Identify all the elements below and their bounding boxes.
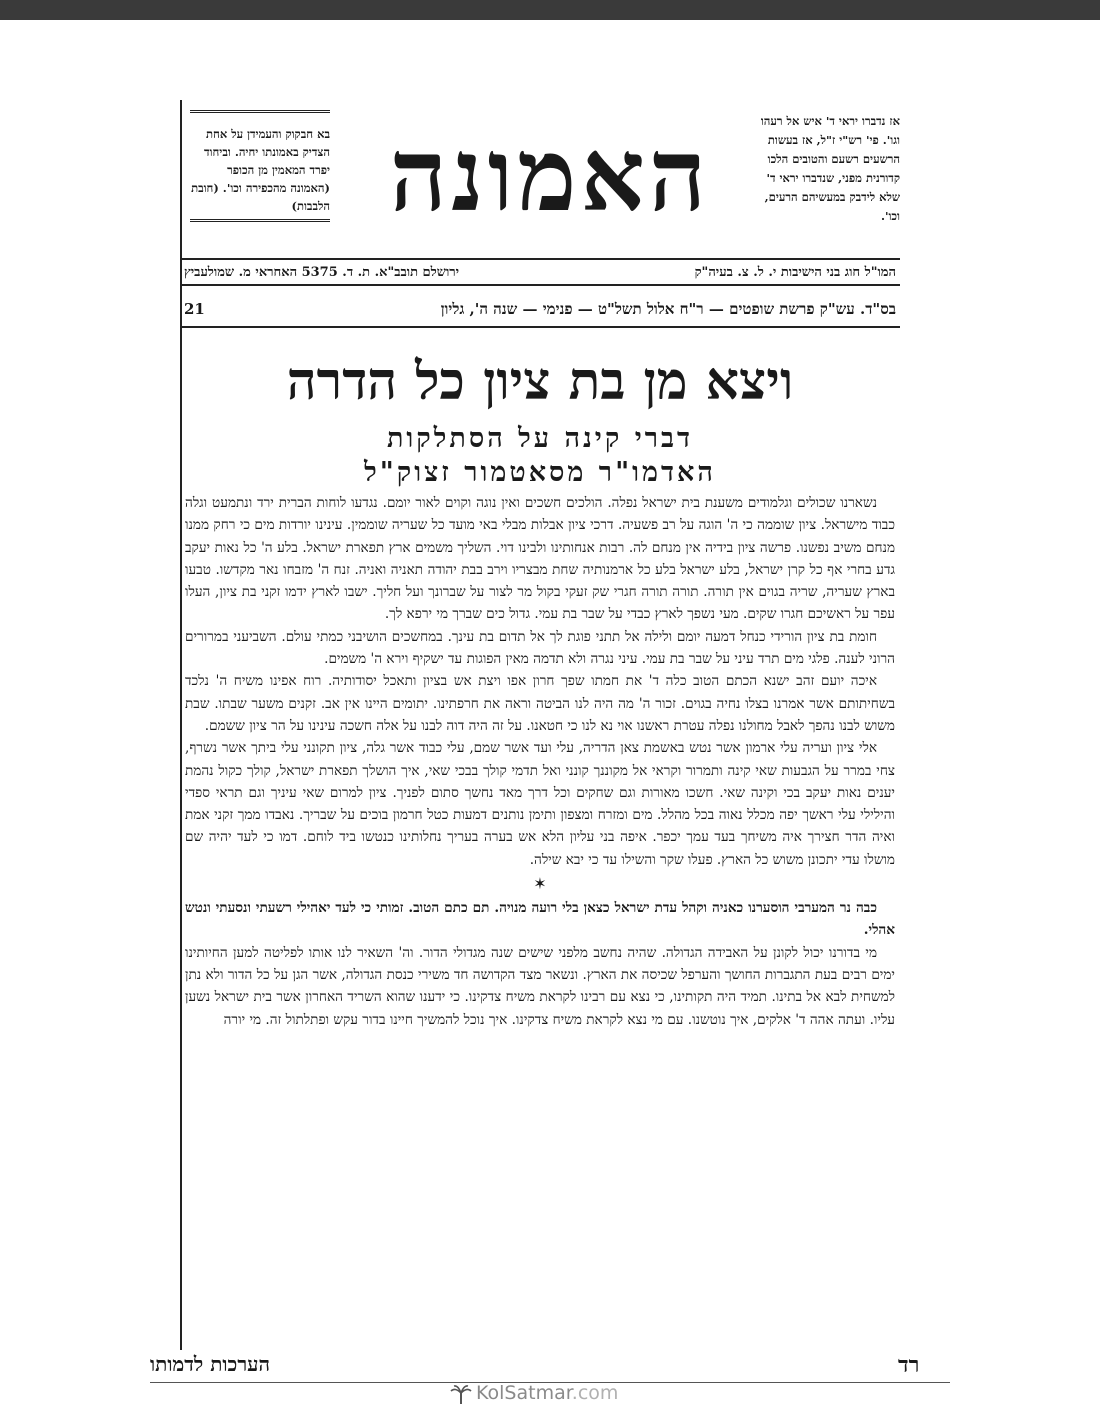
article-body (185, 492, 895, 1031)
subheadline-1: דברי קינה על הסתלקות (386, 423, 694, 454)
issue-date: בס"ד. עש"ק פרשת שופטים — ר"ח אלול תשל"ט — פנימי — שנה ה', גליון (440, 299, 896, 318)
paragraph: נשארנו שכולים וגלמודים משענת בית ישראל נפלה. הולכים חשכים ואין נוגה וקוים לאור יומם. נגדעו לוחות הברית ירד ונתמעט וגלה כבוד מישראל. ציון שוממה כי ה' הוגה על רב פשעיה. דרכי ציון אבלות מבלי באי מועד כל שעריה שוממין. עינינו יורדות מים כי רחק ממנו מנחם משיב נפשנו. פרשה ציון בידיה אין מנחם לה. רבות אנחותינו ולבינו דוי. השליך משמים ארץ תפארת ישראל. בלע ה' כל נאות יעקב גדע בחרי אף כל קרן ישראל, בלע ישראל בלע כל ארמנותיה שחת מבצריו וירב בבת יהודה תאניה ואניה. זנח ה' מזבחו נאר מקדשו. טבעו בארץ שעריה, שריה בגוים אין תורה. תורה תורה חגרי שק זעקי בקול מר לצור על שברונך ועל חליך. ישבו לארץ ידמו זקני בת ציון, העלו עפר על ראשיכם חגרו שקים. מעי נשפך לארץ כבדי על שבר בת עמי. גדול כים שברך מי ירפא לך. (185, 495, 895, 623)
scan-top-edge (0, 0, 1100, 20)
page-number: רד (898, 1352, 920, 1378)
subheadline-2: האדמו"ר מסאטמור זצוק"ל (364, 457, 716, 488)
masthead (180, 100, 900, 260)
star-divider: ✶ (533, 874, 547, 894)
ornament-border (190, 110, 330, 121)
masthead-quote-left-box (190, 110, 330, 234)
watermark-brand: KolSatmar (476, 1382, 572, 1404)
date-line (180, 292, 900, 328)
footer-section-title: הערכות לדמותו (150, 1352, 270, 1376)
subheadline (180, 422, 900, 490)
masthead-quote-right: אז נדברו יראי ד' איש אל רעהו וגו'. פי' רש"י ז"ל, אז בעשות הרשעים רשעם והטובים הלכו קדורנית מפני, שנדברו יראי ד' שלא לידבק במעשיהם הרעים, וכו'. (760, 114, 900, 223)
watermark (450, 1382, 618, 1405)
watermark-tld: .com (571, 1382, 619, 1404)
issue-number: 21 (184, 300, 205, 318)
paragraph: מי בדורנו יכול לקונן על האבידה הגדולה. שהיה נחשב מלפני שישים שנה מגדולי הדור. וה' השאיר לנו אותו לפליטה למען החיותינו ימים רבים בעת התגברות החושך והערפל שכיסה את הארץ. ונשאר מצד הקדושה חד משירי כנסת הגדולה, אשר הגן על כל הדור ולא נתן למשחית לבא אל בתינו. תמיד היה תקותינו, כי נצא עם רבינו לקראת משיח צדקינו. כי ידענו שהוא השריד האחרון אשר בית ישראל נשען עליו. ועתה אהה ד' אלקים, איך נוטשנו. עם מי נצא לקראת משיח צדקינו. איך נוכל להמשיך חיינו בדור עקש ופתלתול זה. מי יורה (185, 944, 895, 1028)
paragraph: כבה נר המערבי הוסערנו כאניה וקהל עדת ישראל כצאן בלי רועה מנויה. תם כתם הטוב. זמותי כי לעד יאהילי רשעתי ונסעתי ונטש אהלי. (185, 900, 895, 939)
newspaper-logo: האמונה (389, 116, 711, 234)
publisher-line (180, 258, 900, 286)
paragraph: איכה יועם זהב ישנא הכתם הטוב כלה ד' את חמתו שפך חרון אפו ויצת אש בציון ותאכל יסודותיה. רוח אפינו משיח ה' נלכד בשחיתותם אשר אמרנו בצלו נחיה בגוים. זכור ה' מה היה לנו הביטה וראה את חרפתינו. יתומים היינו אין אב. זקנים משער שבתו. שבת משוש לבנו נהפך לאבל מחולנו נפלה עטרת ראשנו אוי נא לנו כי חטאנו. על זה היה דוה לבנו על אלה חשכה עינינו על הר ציון ששמם. (185, 673, 895, 734)
newspaper-page (180, 100, 900, 1350)
publisher: המו"ל חוג בני הישיבות י. ל. צ. בעיה"ק (694, 265, 896, 280)
paragraph: אלי ציון ועריה עלי ארמון אשר נטש באשמת צאן הדריה, עלי ועד אשר שמם, עלי כבוד אשר גלה, ציון תקונני עלי ביתך אשר נשרף, צחי במרר על הגבעות שאי קינה ותמרור וקראי אל מקוננך קונני ואל תדמי קולך בבכי שאי, איך הושלך תפארת ישראל, קולך כקול נהמת יענים נאות יעקב בכי וקינה שאי. חשכו מאורות וגם שחקים וכל דרך מאד נחשך סתום לפניך. ציון למרום שאי עיניך וגם תראי ספדי והילילי עלי ראשך יפה מכלל נאוה בכל מהלל. מים ומזרח ומצפון ותימן נותנים דמעות כטל חרמון בוכים על שבריך. נאבדו ממך זקני אמת ואיה הדר חצירך איה משיחך בעד עמך יכפר. איפה בני עליון הלא אש בערה בעריך נחלותינו כנטשו ביד לוחם. דמו כי לעד יהיה שם מושלו עדי יתכונן משוש כל הארץ. פעלו שקר והשילו עד כי יבא שילה. (185, 740, 895, 868)
masthead-quote-left: בא חבקוק והעמידן על אחת הצדיק באמונתו יחיה. וביחוד יפרד המאמין מן הכופר (האמונה מהכפירה וכו'. (חובת הלבבות) (191, 127, 330, 213)
palm-tree-icon (450, 1383, 472, 1405)
paragraph: חומת בת ציון הורידי כנחל דמעה יומם ולילה אל תתני פוגת לך אל תדום בת עינך. במחשכים הושיבני כמתי עולם. השביעני במרורים הרוני לענה. פלגי מים תרד עיני על שבר בת עמי. עיני נגרה ולא תדמה מאין הפוגות עד ישקיף וירא ה' משמים. (185, 628, 895, 668)
headline: ויצא מן בת ציון כל הדרה (286, 351, 794, 412)
ornament-border (190, 219, 330, 230)
publisher-address: ירושלם תובב"א. ת. ד. 5375 האחראי מ. שמולעביץ (184, 265, 460, 280)
